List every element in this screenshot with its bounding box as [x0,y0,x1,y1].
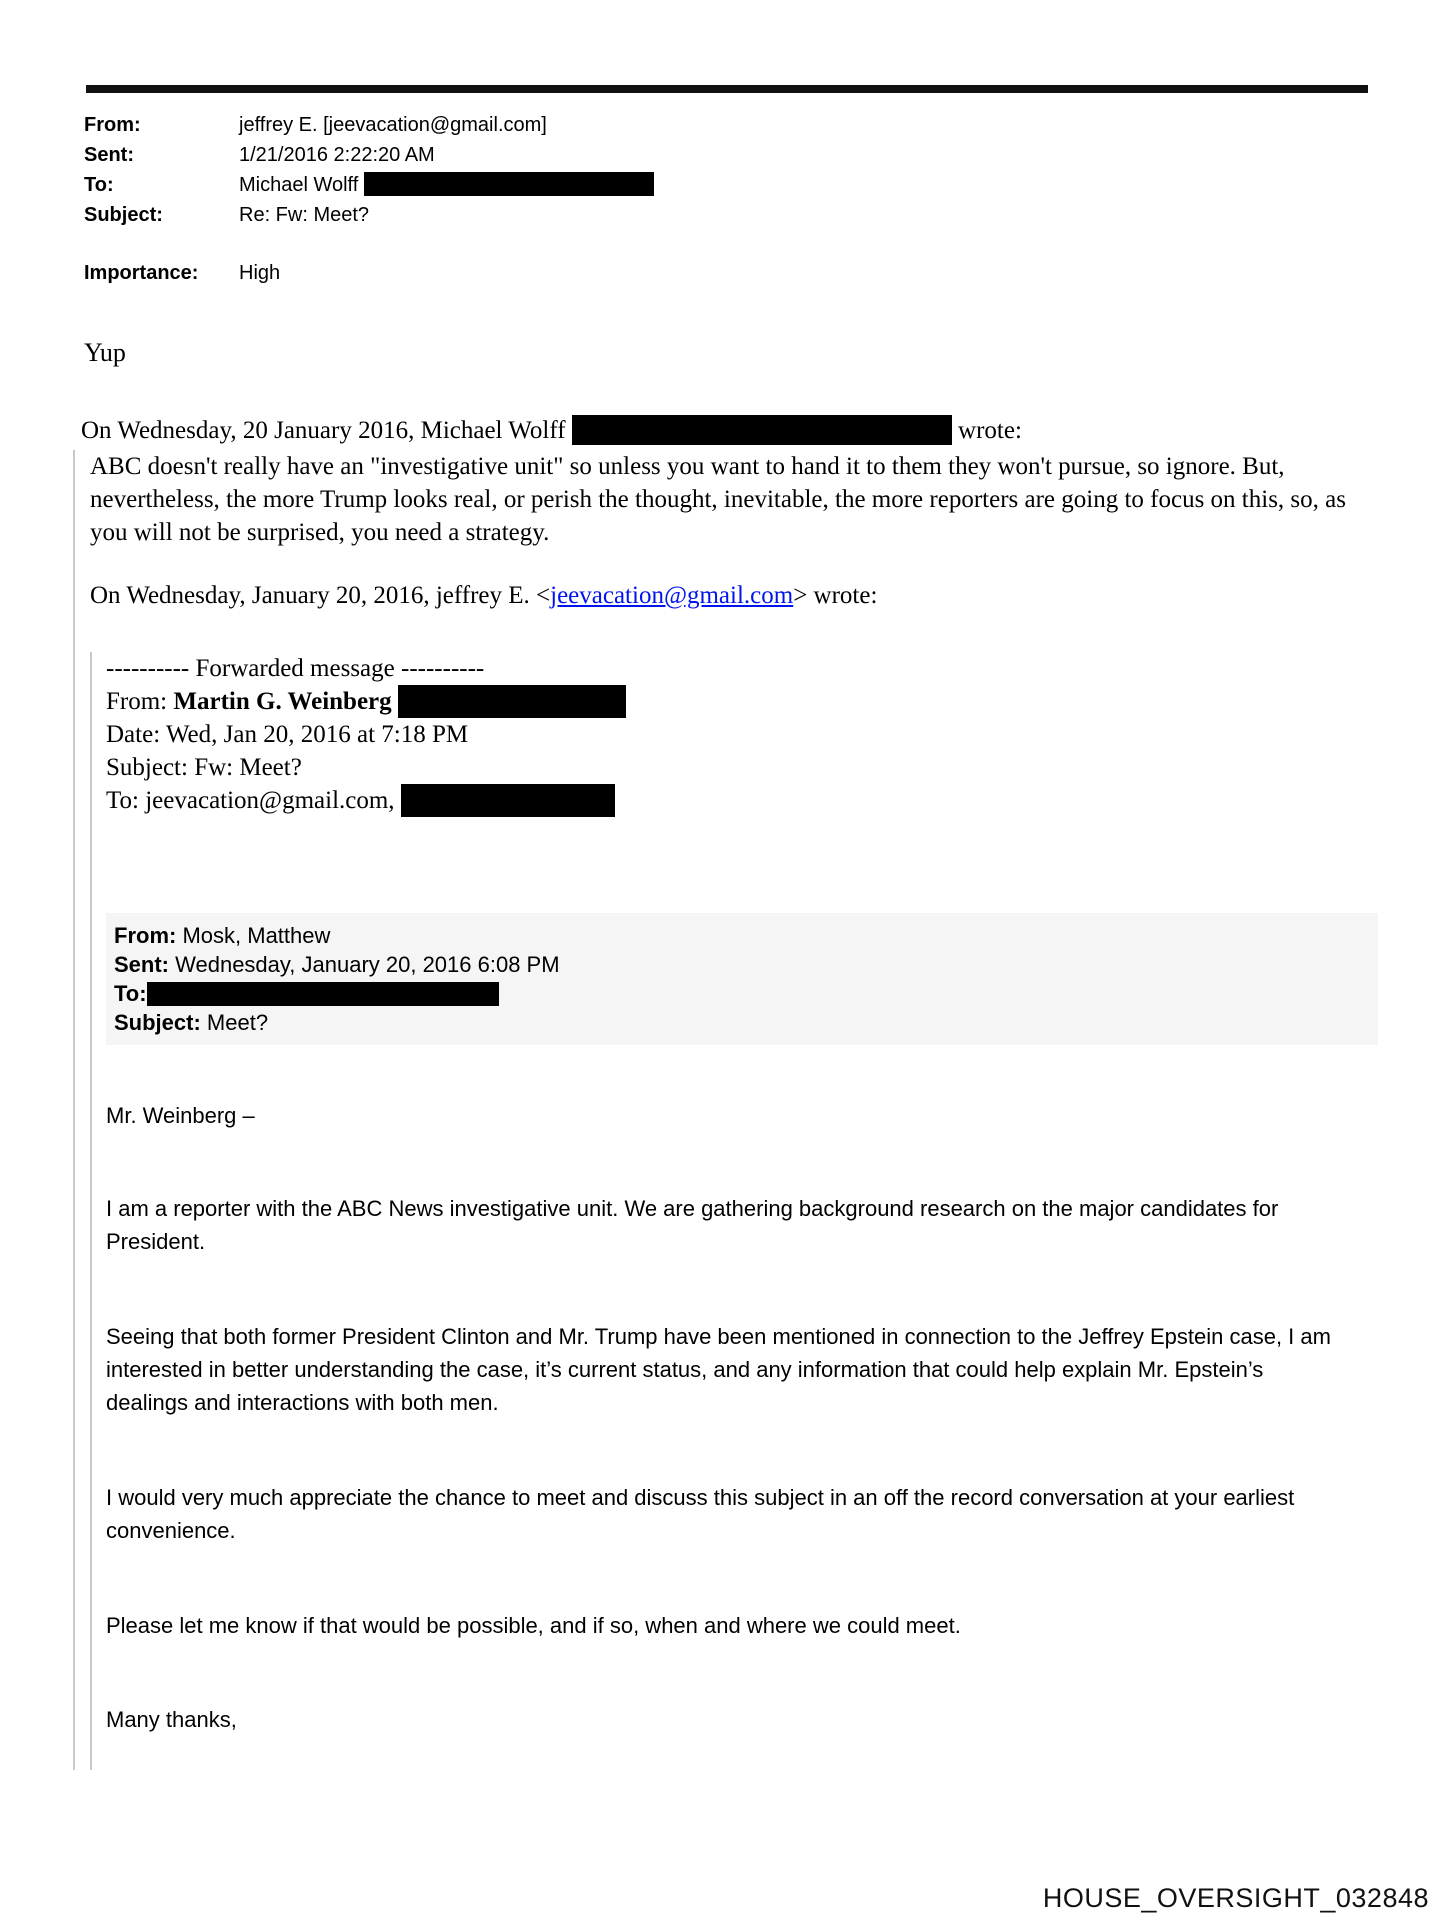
wolff-quote-intro [81,414,1430,447]
letter-paragraph: Seeing that both former President Clinton and Mr. Trump have been mentioned in connection to the Jeffrey Epstein case, I am interested in better understanding the case, it’s current status, and any information that could help explain Mr. Epstein’s dealings and interactions with both men. [106,1324,1331,1415]
forwarded-message-block [106,652,1430,817]
letter-salutation: Mr. Weinberg – [106,1103,255,1128]
header-divider-rule [86,85,1368,93]
letter-paragraph: I would very much appreciate the chance to meet and discuss this subject in an off the record conversation at your earliest convenience. [106,1485,1295,1543]
forwarded-from-label: From: [106,688,168,715]
forwarded-to-row [106,784,1430,817]
jeffrey-intro-post: > wrote: [793,582,878,609]
header-importance-row [84,258,1430,288]
importance-label: Importance: [84,262,199,284]
forwarded-from-row [106,685,1430,718]
abc-subject-label: Subject: [114,1010,201,1035]
letter-paragraph: Please let me know if that would be possible, and if so, when and where we could meet. [106,1613,961,1638]
forwarded-date-row [106,718,1430,751]
abc-sent-row [114,950,1378,979]
redaction-bar [401,784,615,817]
bates-number: HOUSE_OVERSIGHT_032848 [1042,1883,1429,1913]
sent-label: Sent: [84,144,134,166]
jeffrey-quote-intro [90,579,1430,612]
redaction-bar [572,415,952,445]
quoted-message-level-1 [73,450,1430,1770]
forwarded-subject-value: Fw: Meet? [194,754,302,781]
from-label: From: [84,114,141,136]
from-value: jeffrey E. [jeevacation@gmail.com] [239,114,547,136]
email-header-block [84,110,1430,288]
to-value-text: Michael Wolff [239,174,359,196]
subject-label: Subject: [84,204,163,226]
abc-to-label: To: [114,981,147,1006]
wolff-quote-text: ABC doesn't really have an "investigative unit" so unless you want to hand it to them they won't pursue, so ignore. But, nevertheless, the more Trump looks real, or perish the thought, inevitable, the more reporters are going to focus on this, so, as you will not be surprised, you need a strategy. [90,453,1346,546]
wolff-intro-pre: On Wednesday, 20 January 2016, Michael Wolff [81,417,566,444]
redaction-bar [398,685,626,718]
letter-closing: Many thanks, [106,1707,237,1732]
redaction-bar [147,982,499,1006]
abc-to-row [114,979,1378,1008]
abc-subject-value: Meet? [206,1010,269,1035]
importance-value: High [239,262,281,284]
document-content [70,110,1430,1770]
forwarded-from-name: Martin G. Weinberg [173,688,392,715]
abc-subject-row [114,1008,1378,1037]
wolff-intro-post: wrote: [958,417,1022,444]
to-label: To: [84,174,114,196]
header-sent-row [84,140,1430,170]
sent-value: 1/21/2016 2:22:20 AM [239,144,435,166]
abc-email-header-block [106,913,1378,1045]
jeffrey-intro-pre: On Wednesday, January 20, 2016, jeffrey E. < [90,582,551,609]
forwarded-date-value: Wed, Jan 20, 2016 at 7:18 PM [165,721,469,748]
to-value [239,170,654,200]
abc-from-value: Mosk, Matthew [182,923,331,948]
reply-text: Yup [84,338,126,367]
letter-paragraph: I am a reporter with the ABC News investigative unit. We are gathering background research on the major candidates for President. [106,1196,1279,1254]
forwarded-to-value: jeevacation@gmail.com, [145,787,395,814]
header-from-row [84,110,1430,140]
quoted-message-level-2 [90,652,1430,1770]
letter-body [106,1099,1346,1736]
abc-from-label: From: [114,923,177,948]
abc-sent-label: Sent: [114,952,169,977]
subject-value: Re: Fw: Meet? [239,204,370,226]
forwarded-subject-row [106,751,1430,784]
header-to-row [84,170,1430,200]
abc-sent-value: Wednesday, January 20, 2016 6:08 PM [175,952,560,977]
forwarded-divider: ---------- Forwarded message ---------- [106,655,485,682]
forwarded-subject-label: Subject: [106,754,188,781]
header-subject-row [84,200,1430,230]
abc-from-row [114,921,1378,950]
redaction-bar [364,172,654,196]
email-link[interactable]: jeevacation@gmail.com [550,582,794,609]
forwarded-date-label: Date: [106,721,161,748]
forwarded-to-label: To: [106,787,139,814]
